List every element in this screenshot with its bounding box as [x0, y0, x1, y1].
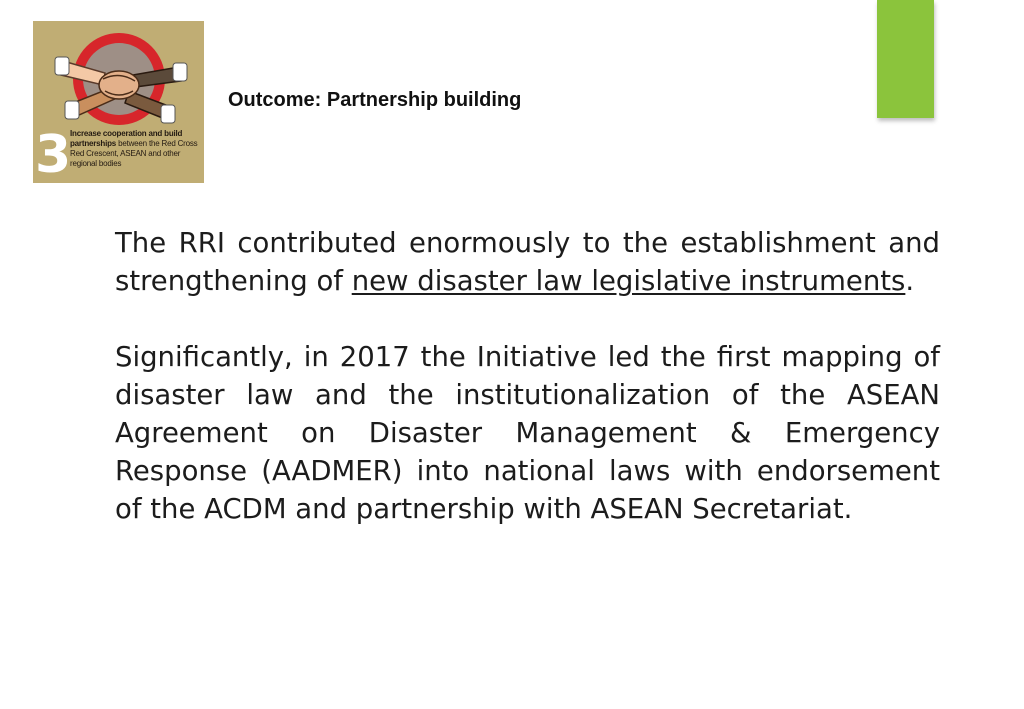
handshake-icon [33, 21, 204, 131]
paragraph-1-text: The RRI contributed enormously to the establishment and strengthening of [115, 227, 940, 297]
badge-description-bold: Increase cooperation and build partnerships [70, 129, 183, 148]
accent-bar [877, 0, 934, 118]
outcome-badge [33, 21, 204, 183]
paragraph-2: Significantly, in 2017 the Initiative led the first mapping of disaster law and the institutionalization of the ASEAN Agreement on Disaster Management & Emergency Response (AADMER) into national laws with endorsement of the ACDM and partnership with ASEAN Secretariat. [115, 341, 940, 525]
badge-description [70, 129, 200, 169]
underlined-phrase: new disaster law legislative instruments [351, 265, 906, 297]
badge-number: 3 [35, 125, 70, 183]
badge-description-rest: between the Red Cross Red Crescent, ASEAN and other regional bodies [70, 139, 198, 168]
paragraph-1 [115, 224, 940, 300]
body-content [115, 224, 940, 528]
paragraph-1-end: . [905, 265, 915, 297]
page-title: Outcome: Partnership building [228, 89, 522, 111]
